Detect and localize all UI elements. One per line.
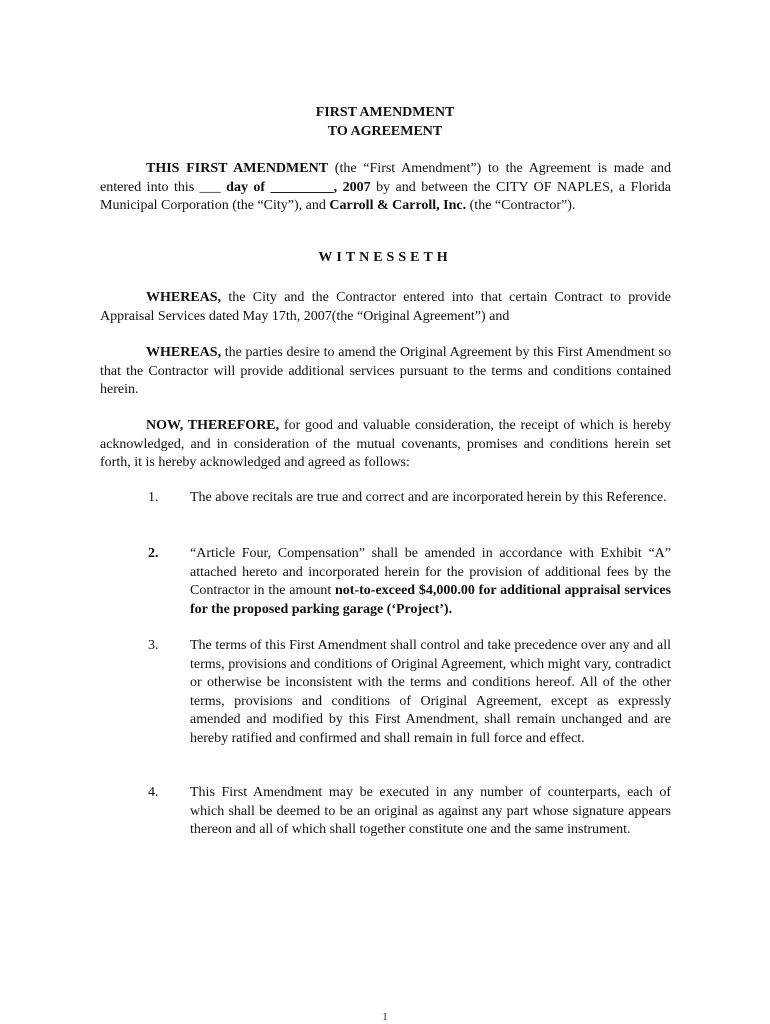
intro-date: day of _________, 2007 [226,179,371,195]
witnesseth-heading: WITNESSETH [318,250,452,265]
list-item-2-text: “Article Four, Compensation” shall be amended in accordance with Exhibit “A” attached hereto and incorporated herein for the provision of additional fees by the Contractor in the amount [190,546,671,598]
document-title-line2: TO AGREEMENT [327,124,443,139]
intro-text2: by and between the CITY OF NAPLES, a Florida Municipal Corporation (the “City”), and [100,179,672,213]
list-item-2-bold-text: not-to-exceed $4,000.00 for additional appraisal services for the proposed parking garage (‘Project’). [190,583,672,617]
list-item-number: 4. [148,785,159,800]
whereas2-lead: WHEREAS, [146,345,222,360]
intro-lead: THIS FIRST AMENDMENT [146,161,329,176]
list-item-text: This First Amendment may be executed in any number of counterparts, each of which shall be deemed to be an original as against any part whose signature appears thereon and all of which shall together constitute one and the same instrument. [190,785,671,837]
intro-text3: (the “Contractor”). [466,198,576,213]
whereas1-lead: WHEREAS, [146,290,222,305]
list-item-text [190,545,671,619]
intro-paragraph [100,160,671,216]
list-item-text: The terms of this First Amendment shall control and take precedence over any and all terms, provisions and conditions of Original Agreement, which might vary, contradict or otherwise be inconsistent with the terms and conditions hereof. All of the other terms, provisions and conditions of Original Agreement, except as expressly amended and modified by this First Amendment, shall remain unchanged and are hereby ratified and confirmed and shall remain in full force and effect. [190,638,671,746]
whereas-paragraph-2 [100,344,671,400]
now-therefore-paragraph [100,417,671,473]
now-therefore-text: for good and valuable consideration, the receipt of which is hereby acknowledged, and in consideration of the mutual covenants, promises and conditions herein set forth, it is hereby acknowledged and agreed as follows: [100,418,671,470]
contractor-name: Carroll & Carroll, Inc. [329,198,467,213]
list-item-number: 3. [148,638,159,653]
whereas-paragraph-1 [100,289,671,326]
list-item-number: 1. [148,490,159,505]
page-number: 1 [382,1012,388,1023]
list-item-number: 2. [148,546,159,561]
whereas1-text: the City and the Contractor entered into that certain Contract to provide Appraisal Services dated May 17th, 2007(the “Original Agreement”) and [100,290,671,324]
document-title-line1: FIRST AMENDMENT [315,105,455,120]
whereas2-text: the parties desire to amend the Original Agreement by this First Amendment so that the Contractor will provide additional services pursuant to the terms and conditions contained herein. [100,345,671,397]
intro-text1: (the “First Amendment”) to the Agreement is made and entered into this ___ [100,161,671,195]
now-therefore-lead: NOW, THEREFORE, [146,418,280,433]
list-item-text: The above recitals are true and correct and are incorporated herein by this Reference. [190,490,667,505]
